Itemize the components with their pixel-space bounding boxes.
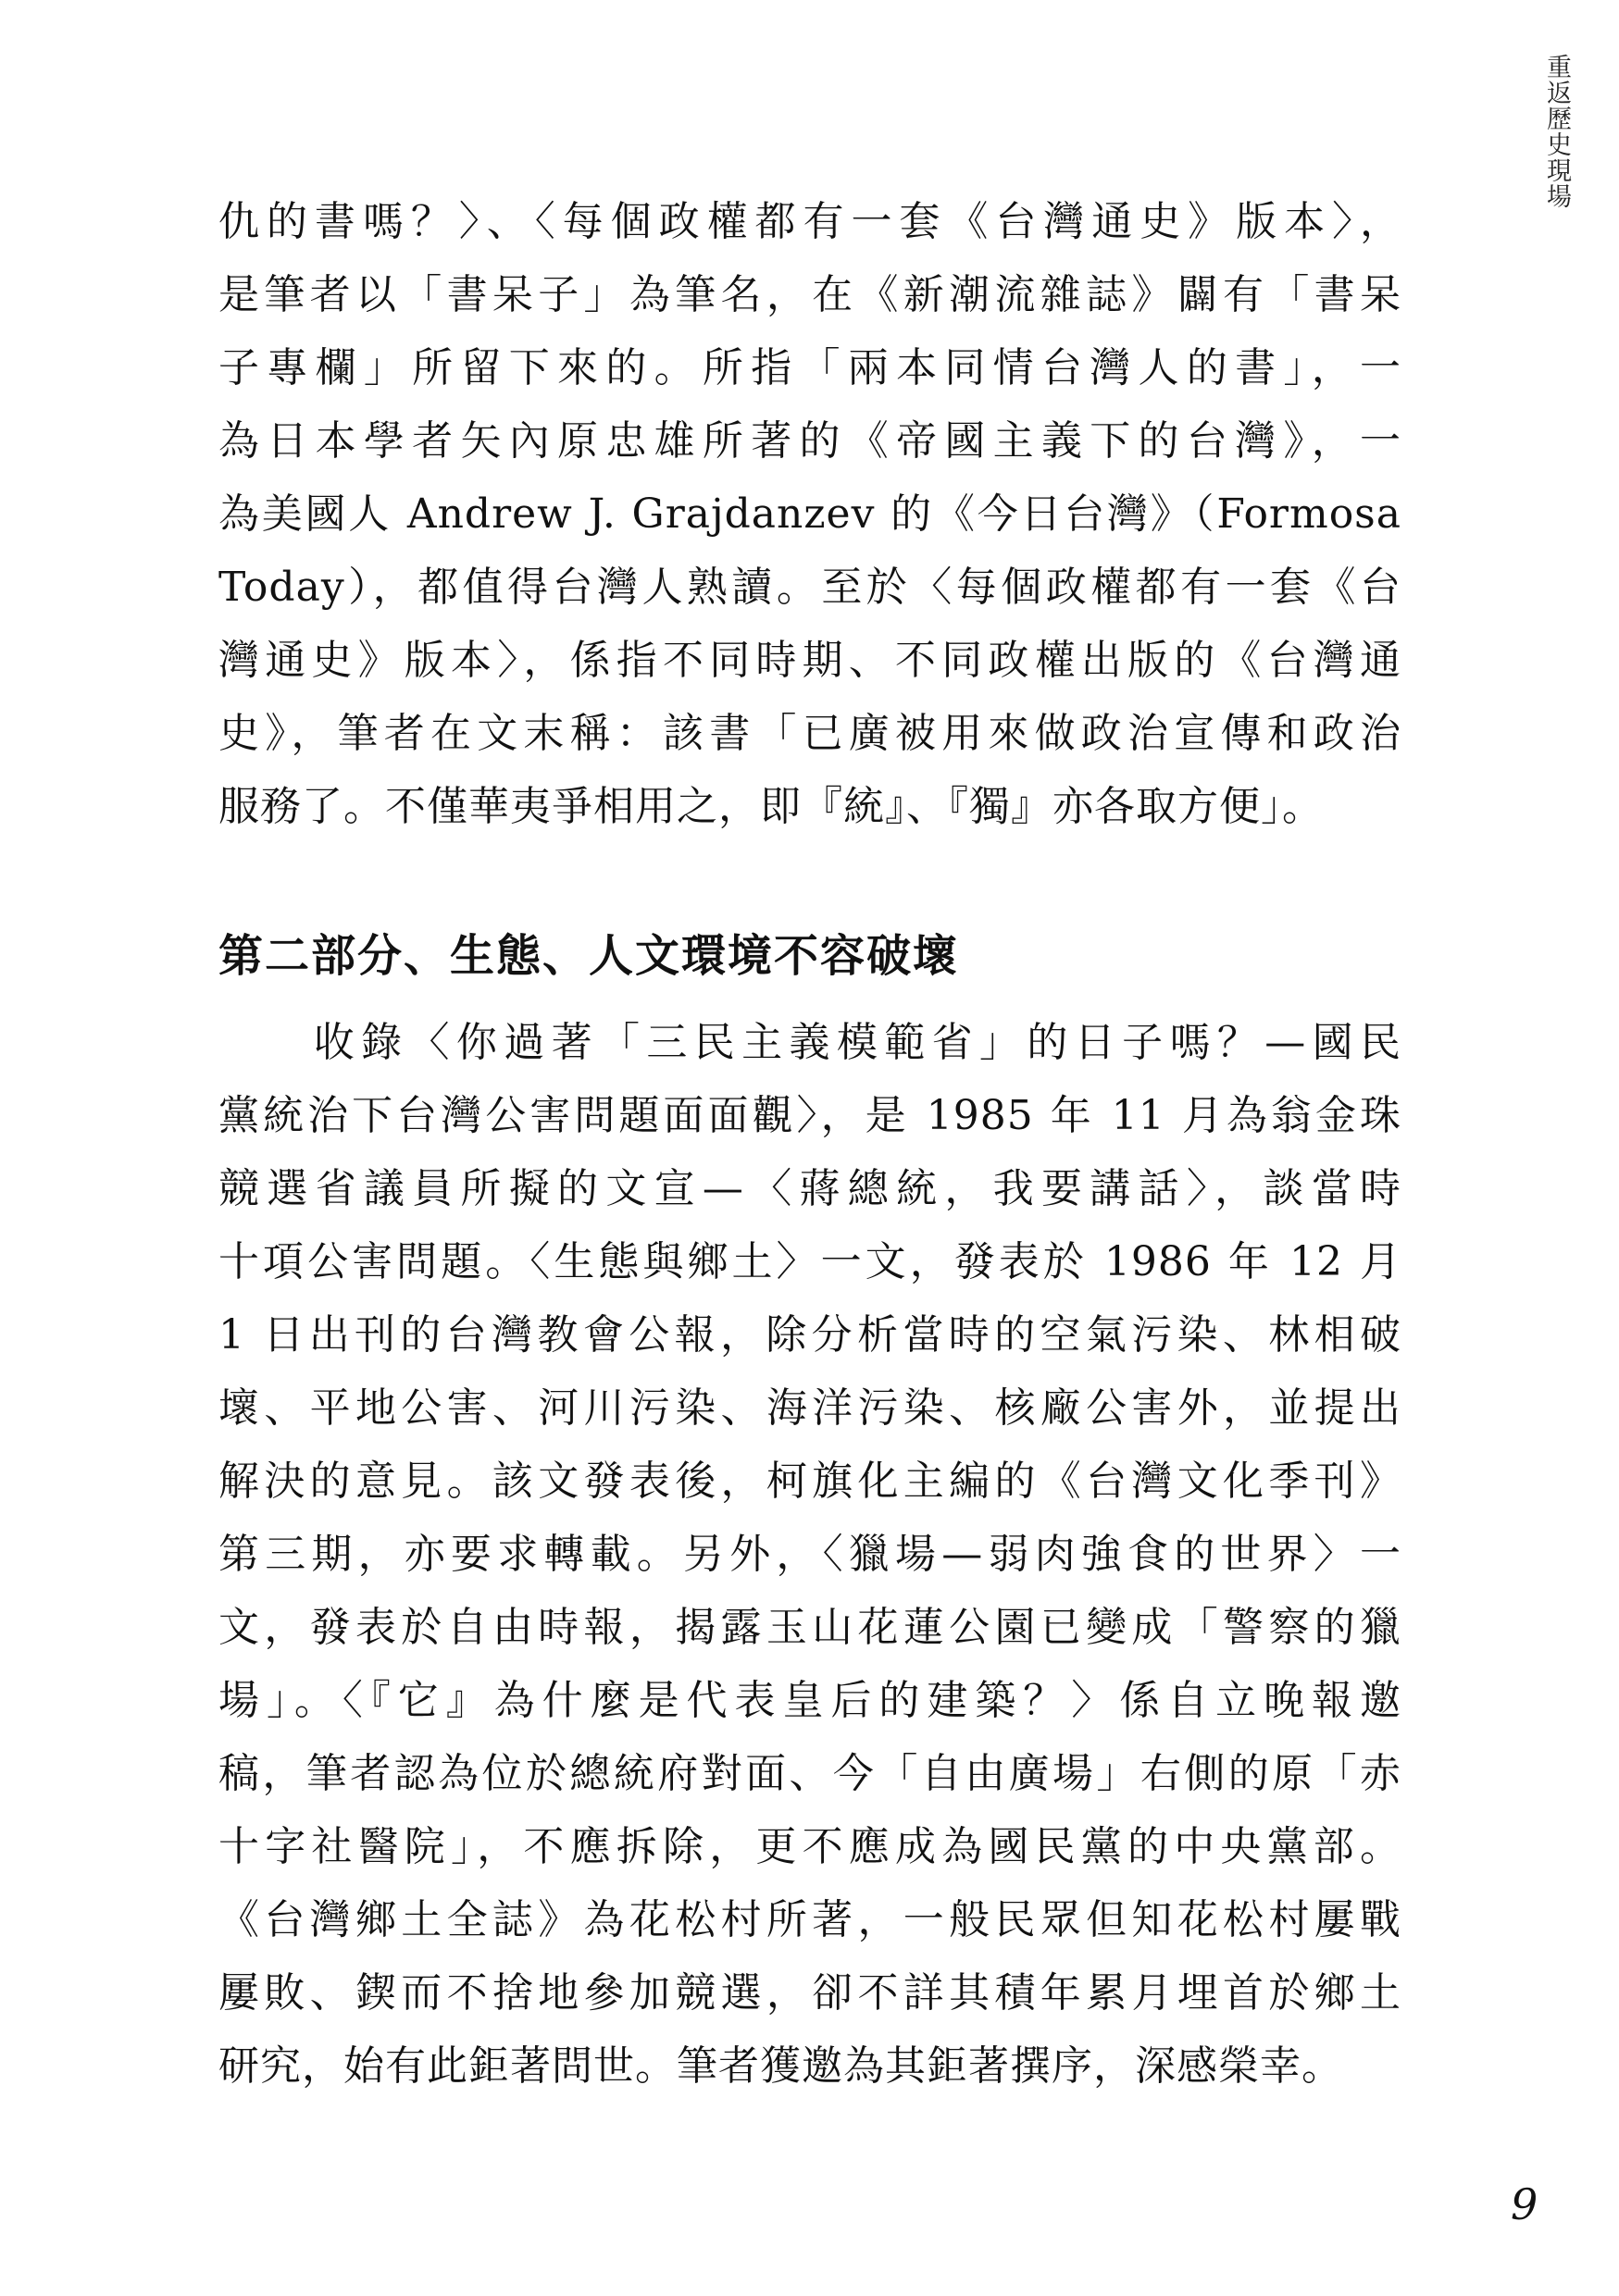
text-line: 場」。〈『它』為什麼是代表皇后的建築？〉係自立晚報邀 xyxy=(218,1677,1401,1724)
text-line: 解決的意見。該文發表後，柯旗化主編的《台灣文化季刊》 xyxy=(218,1458,1401,1505)
text-line: 文，發表於自由時報，揭露玉山花蓮公園已變成「警察的獵 xyxy=(218,1604,1401,1651)
section-heading: 第二部分、生態、人文環境不容破壞 xyxy=(218,930,960,982)
text-line: 為日本學者矢內原忠雄所著的《帝國主義下的台灣》，一 xyxy=(218,417,1401,465)
text-line: 仇的書嗎？〉、〈每個政權都有一套《台灣通史》版本〉， xyxy=(218,198,1401,245)
paragraph-2 xyxy=(218,1006,1401,2103)
text-line: 屢敗、鍥而不捨地參加競選，卻不詳其積年累月埋首於鄉土 xyxy=(218,1969,1401,2017)
text-line: 收錄〈你過著「三民主義模範省」的日子嗎？—國民 xyxy=(218,1019,1401,1066)
text-line: 稿，筆者認為位於總統府對面、今「自由廣場」右側的原「赤 xyxy=(218,1750,1401,1797)
text-line: 服務了。不僅華夷爭相用之，即『統』、『獨』亦各取方便」。 xyxy=(218,783,1324,830)
text-line: 十字社醫院」，不應拆除，更不應成為國民黨的中央黨部。 xyxy=(218,1823,1401,1870)
text-line: 是筆者以「書呆子」為筆名，在《新潮流雜誌》闢有「書呆 xyxy=(218,271,1401,318)
page-number: 9 xyxy=(1511,2179,1538,2229)
text-line: 第三期，亦要求轉載。另外，〈獵場—弱肉強食的世界〉一 xyxy=(218,1531,1401,1578)
text-line: 灣通史》版本〉，係指不同時期、不同政權出版的《台灣通 xyxy=(218,637,1401,684)
text-line: 壞、平地公害、河川污染、海洋污染、核廠公害外，並提出 xyxy=(218,1384,1401,1432)
text-line: 研究，始有此鉅著問世。筆者獲邀為其鉅著撰序，深感榮幸。 xyxy=(218,2042,1343,2090)
running-head: 重返歷史現場 xyxy=(1542,54,1571,209)
text-line: 1 日出刊的台灣教會公報，除分析當時的空氣污染、林相破 xyxy=(218,1311,1401,1359)
text-line: 競選省議員所擬的文宣—〈蔣總統，我要講話〉，談當時 xyxy=(218,1165,1401,1212)
paragraph-1 xyxy=(218,185,1401,843)
text-line: Today），都值得台灣人熟讀。至於〈每個政權都有一套《台 xyxy=(218,564,1401,611)
text-line: 《台灣鄉土全誌》為花松村所著，一般民眾但知花松村屢戰 xyxy=(218,1896,1401,1943)
text-line: 子專欄」所留下來的。所指「兩本同情台灣人的書」，一 xyxy=(218,344,1401,391)
text-line: 十項公害問題。〈生態與鄉土〉一文，發表於 1986 年 12 月 xyxy=(218,1238,1401,1285)
text-line: 黨統治下台灣公害問題面面觀〉，是 1985 年 11 月為翁金珠 xyxy=(218,1092,1401,1139)
text-line: 史》，筆者在文末稱：該書「已廣被用來做政治宣傳和政治 xyxy=(218,710,1401,757)
text-line: 為美國人 Andrew J. Grajdanzev 的《今日台灣》（Formosa xyxy=(218,490,1401,538)
